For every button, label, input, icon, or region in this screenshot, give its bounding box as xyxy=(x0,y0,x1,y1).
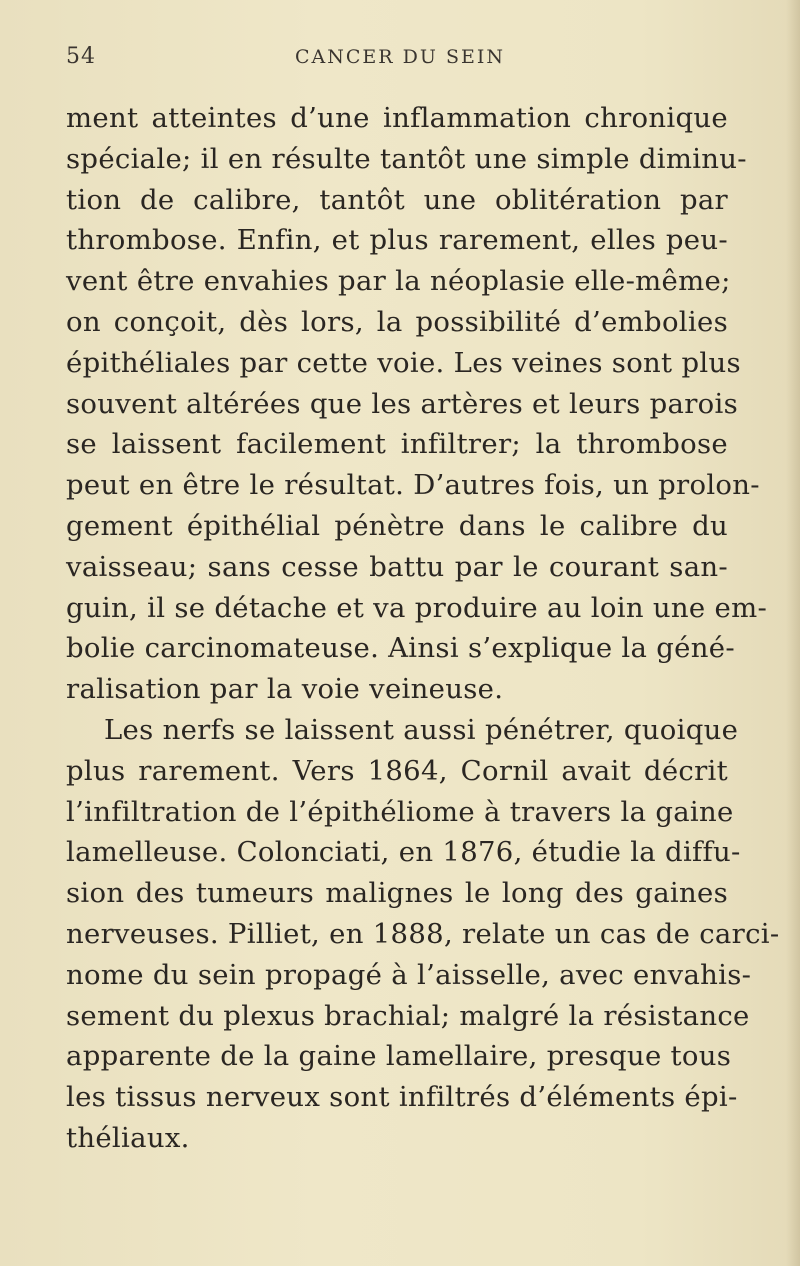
text-line: sement du plexus brachial; malgré la résistance xyxy=(66,999,750,1032)
text-line: se laissent facilement infiltrer; la thrombose xyxy=(66,428,728,461)
paragraph-start-line: Les nerfs se laissent aussi pénétrer, quoique xyxy=(104,713,739,746)
text-line: apparente de la gaine lamellaire, presque tous xyxy=(66,1040,732,1073)
paragraph-end-line: théliaux. xyxy=(66,1121,190,1154)
text-line: gement épithélial pénètre dans le calibre du xyxy=(66,509,728,542)
page-edge-shadow xyxy=(786,0,800,1266)
text-line: sion des tumeurs malignes le long des gaines xyxy=(66,877,728,910)
text-line: nome du sein propagé à l’aisselle, avec envahis- xyxy=(66,958,752,991)
text-line: les tissus nerveux sont infiltrés d’éléments épi- xyxy=(66,1081,738,1114)
paragraph-end-line: ralisation par la voie veineuse. xyxy=(66,673,504,706)
text-line: peut en être le résultat. D’autres fois, un prolon- xyxy=(66,469,760,502)
text-line: on conçoit, dès lors, la possibilité d’embolies xyxy=(66,305,728,338)
text-line: tion de calibre, tantôt une oblitération par xyxy=(66,183,728,216)
text-line: thrombose. Enfin, et plus rarement, elles peu- xyxy=(66,224,728,257)
text-line: plus rarement. Vers 1864, Cornil avait décrit xyxy=(66,754,728,787)
text-line: guin, il se détache et va produire au loin une em- xyxy=(66,591,768,624)
text-line: bolie carcinomateuse. Ainsi s’explique la géné- xyxy=(66,632,735,665)
body-text xyxy=(66,98,780,1159)
text-line: spéciale; il en résulte tantôt une simple diminu- xyxy=(66,142,747,175)
text-line: ment atteintes d’une inflammation chronique xyxy=(66,102,728,134)
page-number: 54 xyxy=(66,44,96,69)
running-head xyxy=(0,44,800,74)
text-line: vaisseau; sans cesse battu par le courant san- xyxy=(66,550,728,583)
text-line: épithéliales par cette voie. Les veines sont plus xyxy=(66,346,741,379)
text-line: lamelleuse. Colonciati, en 1876, étudie la diffu- xyxy=(66,836,741,869)
text-line: souvent altérées que les artères et leurs parois xyxy=(66,387,739,420)
running-title: CANCER DU SEIN xyxy=(295,46,505,68)
text-line: l’infiltration de l’épithéliome à travers la gaine xyxy=(66,795,734,828)
text-line: nerveuses. Pilliet, en 1888, relate un cas de carci- xyxy=(66,917,780,950)
text-line: vent être envahies par la néoplasie elle-même; xyxy=(66,265,731,298)
